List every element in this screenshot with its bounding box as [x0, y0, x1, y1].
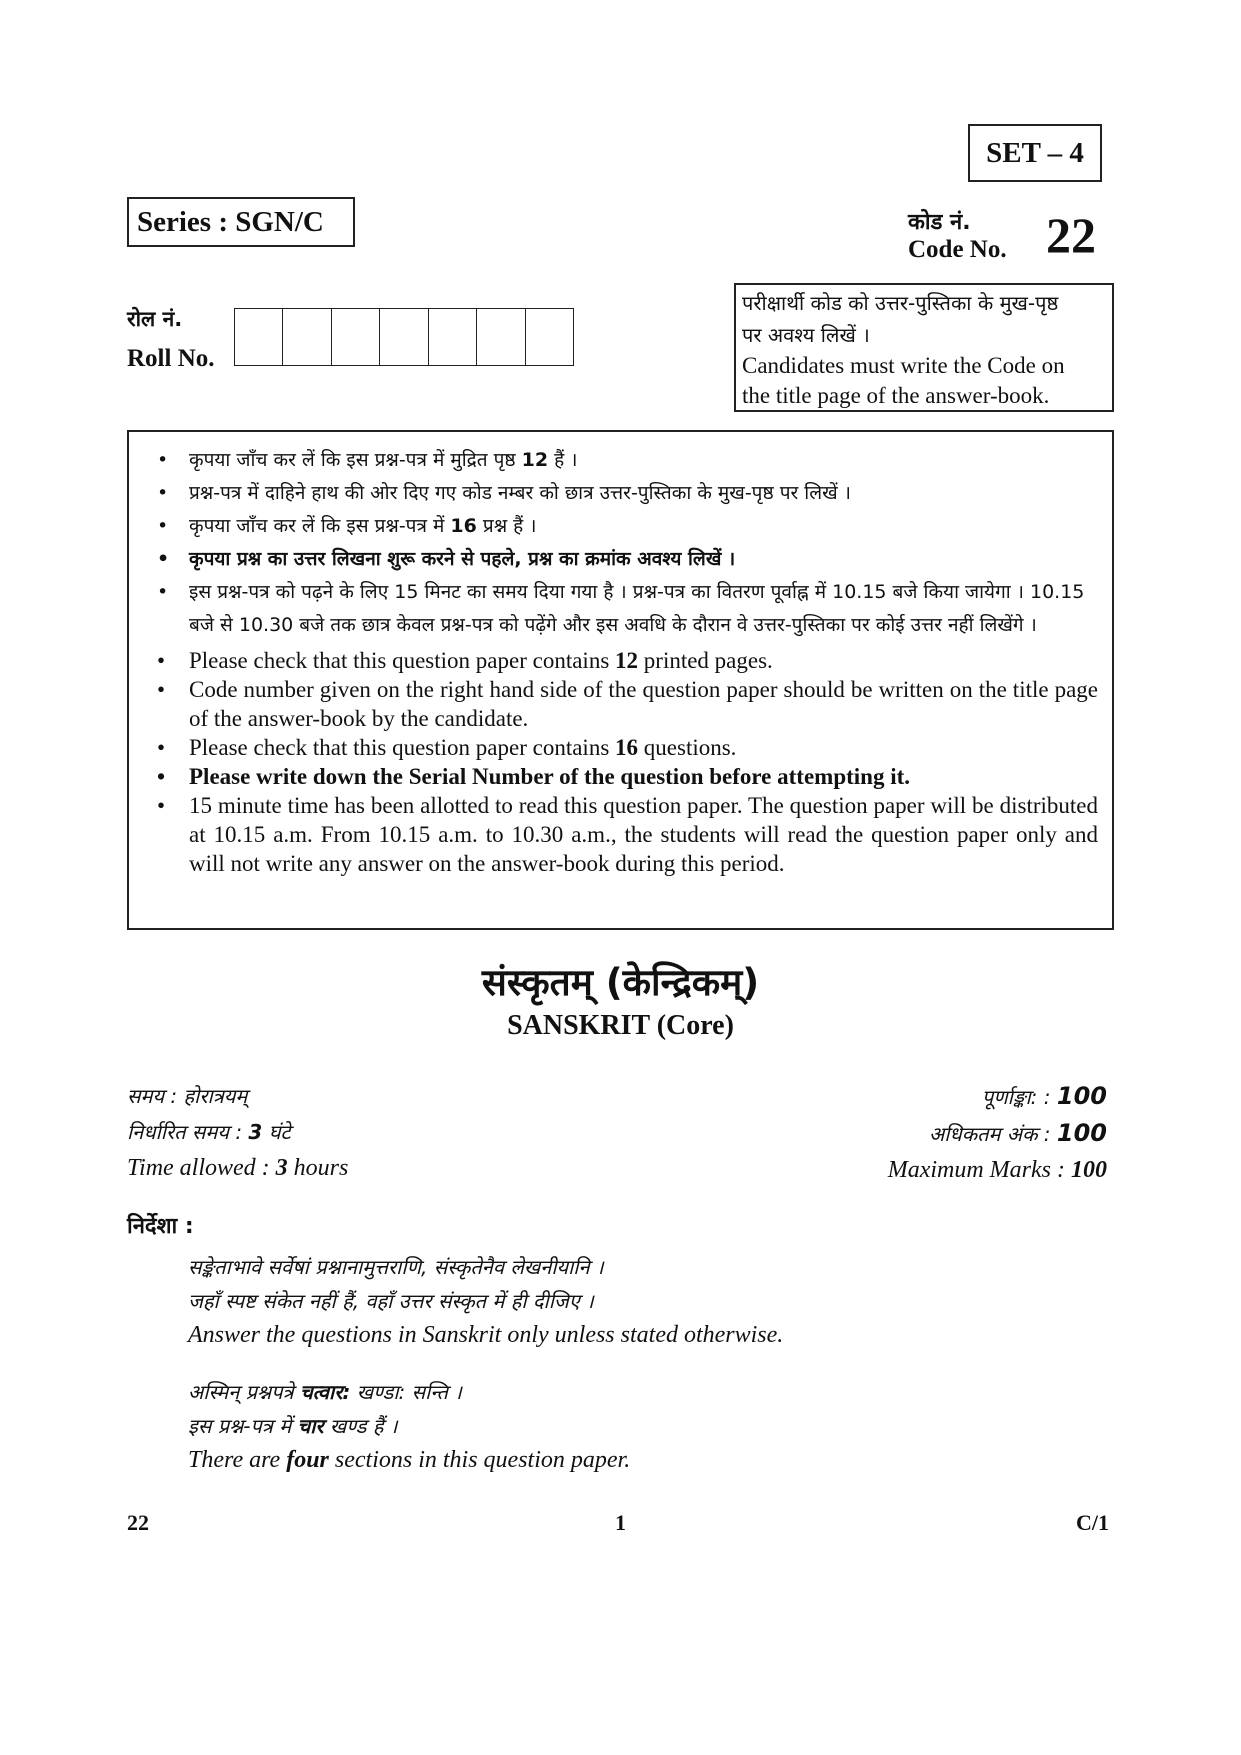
- code-label-english: Code No.: [908, 236, 1007, 263]
- candidate-note-en-line2: the title page of the answer-book.: [742, 383, 1050, 408]
- candidate-note-hindi-line1: परीक्षार्थी कोड को उत्तर-पुस्तिका के मुख-पृष्ठ: [742, 291, 1059, 315]
- instruction-en-pages: • Please check that this question paper contains 12 printed pages.: [143, 646, 1098, 675]
- roll-number-cell[interactable]: [331, 308, 379, 365]
- roll-number-cell[interactable]: [235, 308, 282, 365]
- direction-english: Answer the questions in Sanskrit only unless stated otherwise.: [188, 1322, 784, 1348]
- subject-title-english: SANSKRIT (Core): [507, 1010, 734, 1041]
- instruction-hindi-questions: • कृपया जाँच कर लें कि इस प्रश्न-पत्र में 16 प्रश्न हैं ।: [143, 510, 1098, 543]
- direction-sanskrit: सङ्केताभावे सर्वेषां प्रश्नानामुत्तराणि, संस्कृतेनैव लेखनीयानि ।: [188, 1255, 604, 1279]
- subject-title-hindi: संस्कृतम् (केन्द्रिकम्): [481, 961, 760, 1004]
- marks-english: Maximum Marks : 100: [887, 1157, 1107, 1183]
- footer-code: 22: [127, 1510, 149, 1535]
- time-sanskrit: समय : होरात्रयम्: [127, 1084, 248, 1108]
- footer-page-number: 1: [615, 1510, 626, 1535]
- roll-number-cell[interactable]: [428, 308, 476, 365]
- roll-label-english: Roll No.: [127, 345, 215, 372]
- instruction-hindi-serial: • कृपया प्रश्न का उत्तर लिखना शुरू करने से पहले, प्रश्न का क्रमांक अवश्य लिखें ।: [143, 543, 1098, 576]
- candidate-note-en-line1: Candidates must write the Code on: [742, 353, 1065, 378]
- instructions-list: [143, 444, 1098, 878]
- roll-number-cell[interactable]: [282, 308, 330, 365]
- sections-sanskrit: अस्मिन् प्रश्नपत्रे चत्वार: खण्डा: सन्ति ।: [188, 1380, 462, 1404]
- code-label-hindi: कोड नं.: [908, 210, 971, 235]
- roll-label-hindi: रोल नं.: [127, 307, 183, 331]
- marks-sanskrit: पूर्णाङ्का: : 100: [981, 1082, 1107, 1110]
- series-label: Series : SGN/C: [127, 197, 355, 247]
- sections-english: There are four sections in this question paper.: [188, 1447, 631, 1473]
- instruction-hindi-reading-time: • इस प्रश्न-पत्र को पढ़ने के लिए 15 मिनट का समय दिया गया है । प्रश्न-पत्र का वितरण पूर्वाह्न में 10.15 बजे किया जायेगा । 10.15 बजे से 10.30 बजे तक छात्र केवल प्रश्न-पत्र को पढ़ेंगे और इस अवधि के दौरान वे उत्तर-पुस्तिका पर कोई उत्तर नहीं लिखेंगे ।: [143, 576, 1098, 642]
- sections-hindi: इस प्रश्न-पत्र में चार खण्ड हैं ।: [188, 1414, 398, 1438]
- roll-number-grid[interactable]: [234, 308, 574, 366]
- code-number: 22: [1046, 207, 1096, 263]
- footer-set-code: C/1: [1076, 1510, 1109, 1535]
- roll-number-cell[interactable]: [379, 308, 427, 365]
- candidate-note-hindi-line2: पर अवश्य लिखें ।: [742, 323, 870, 347]
- directions-language: [188, 1250, 783, 1352]
- instruction-en-questions: • Please check that this question paper contains 16 questions.: [143, 733, 1098, 762]
- candidate-code-note: [734, 283, 1114, 412]
- instruction-en-reading-time: • 15 minute time has been allotted to read this question paper. The question paper will be distributed at 10.15 a.m. From 10.15 a.m. to 10.30 a.m., the students will read the question paper only and will not write any answer on the answer-book during this period.: [143, 791, 1098, 878]
- marks-info: [700, 1078, 1107, 1188]
- time-hindi: निर्धारित समय : 3 घंटे: [127, 1120, 291, 1144]
- time-english: Time allowed : 3 hours: [127, 1155, 349, 1181]
- marks-hindi: अधिकतम अंक : 100: [928, 1119, 1107, 1147]
- instruction-en-serial: • Please write down the Serial Number of the question before attempting it.: [143, 762, 1098, 791]
- roll-number-cell[interactable]: [525, 308, 573, 365]
- directions-label: निर्देशा :: [127, 1214, 194, 1239]
- roll-number-cell[interactable]: [476, 308, 524, 365]
- time-info: [127, 1078, 348, 1186]
- instruction-hindi-code: • प्रश्न-पत्र में दाहिने हाथ की ओर दिए गए कोड नम्बर को छात्र उत्तर-पुस्तिका के मुख-पृष्ठ पर लिखें ।: [143, 477, 1098, 510]
- directions-sections: [188, 1375, 630, 1477]
- instruction-hindi-pages: • कृपया जाँच कर लें कि इस प्रश्न-पत्र में मुद्रित पृष्ठ 12 हैं ।: [143, 444, 1098, 477]
- direction-hindi: जहाँ स्पष्ट संकेत नहीं हैं, वहाँ उत्तर संस्कृत में ही दीजिए ।: [188, 1289, 594, 1313]
- instruction-en-code: • Code number given on the right hand side of the question paper should be written on the title page of the answer-book by the candidate.: [143, 675, 1098, 733]
- instructions-box: [127, 430, 1114, 930]
- set-label: SET – 4: [968, 124, 1102, 182]
